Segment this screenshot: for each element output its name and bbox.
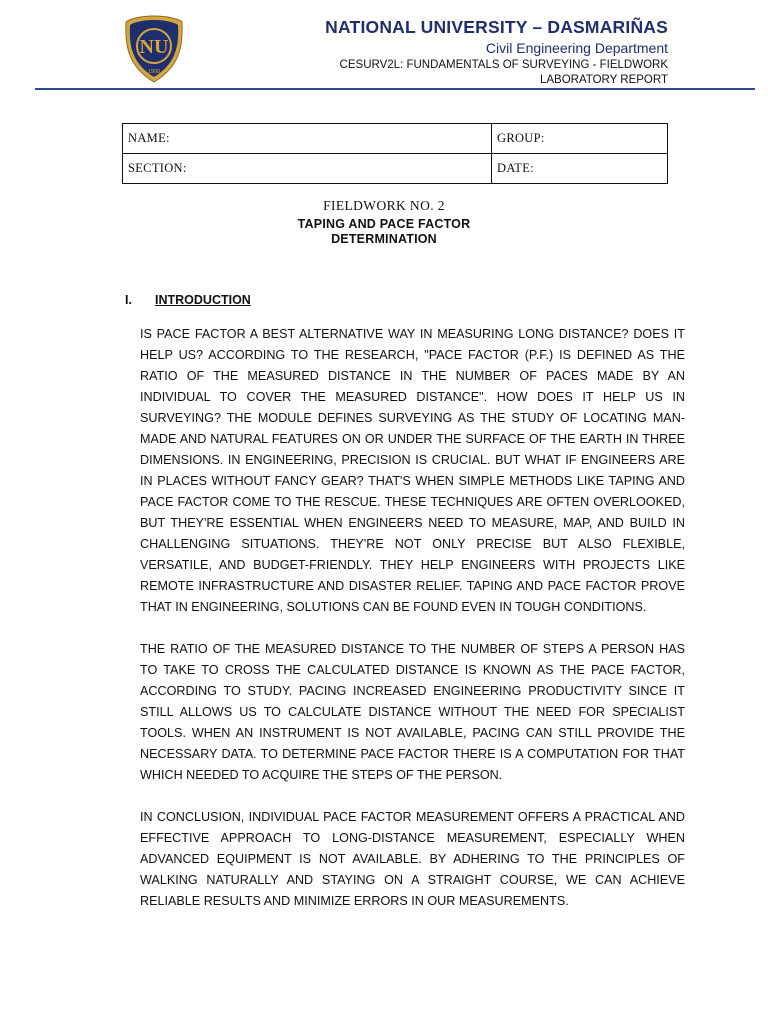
- section-numeral: I.: [125, 293, 132, 307]
- svg-text:NU: NU: [139, 36, 169, 58]
- report-type: LABORATORY REPORT: [539, 74, 668, 86]
- svg-text:1900: 1900: [147, 69, 161, 75]
- introduction-body: [140, 324, 685, 933]
- fieldwork-title-line-2: DETERMINATION: [331, 232, 437, 246]
- date-field: DATE:: [492, 154, 668, 184]
- fieldwork-title-line-1: TAPING AND PACE FACTOR: [297, 217, 471, 231]
- paragraph: IN CONCLUSION, INDIVIDUAL PACE FACTOR MEASUREMENT OFFERS A PRACTICAL AND EFFECTIVE APPROACH TO LONG-DISTANCE MEASUREMENT, ESPECIALLY WHEN ADVANCED EQUIPMENT IS NOT AVAILABLE. BY ADHERING TO THE PRINCIPLES OF WALKING NATURALLY AND STAYING ON A STRAIGHT COURSE, WE CAN ACHIEVE RELIABLE RESULTS AND MINIMIZE ERRORS IN OUR MEASUREMENTS.: [140, 810, 685, 908]
- name-field: NAME:: [123, 124, 492, 154]
- section-title: INTRODUCTION: [155, 293, 251, 307]
- department-name: Civil Engineering Department: [485, 40, 668, 56]
- group-field: GROUP:: [492, 124, 668, 154]
- student-info-table: [122, 123, 668, 184]
- university-logo: [123, 14, 185, 84]
- section-field: SECTION:: [123, 154, 492, 184]
- university-name: NATIONAL UNIVERSITY – DASMARIÑAS: [325, 17, 668, 37]
- table-row: [123, 154, 668, 184]
- table-row: [123, 124, 668, 154]
- letterhead: [325, 16, 668, 88]
- course-title: CESURV2L: FUNDAMENTALS OF SURVEYING - FIELDWORK: [339, 59, 668, 71]
- section-heading: [125, 293, 251, 307]
- paragraph: IS PACE FACTOR A BEST ALTERNATIVE WAY IN MEASURING LONG DISTANCE? DOES IT HELP US? ACCORDING TO THE RESEARCH, "PACE FACTOR (P.F.) IS DEFINED AS THE RATIO OF THE MEASURED DISTANCE IN THE NUMBER OF PACES MADE BY AN INDIVIDUAL TO COVER THE MEASURED DISTANCE". HOW DOES IT HELP US IN SURVEYING? THE MODULE DEFINES SURVEYING AS THE STUDY OF LOCATING MAN-MADE AND NATURAL FEATURES ON OR UNDER THE SURFACE OF THE EARTH IN THREE DIMENSIONS. IN ENGINEERING, PRECISION IS CRUCIAL. BUT WHAT IF ENGINEERS ARE IN PLACES WITHOUT FANCY GEAR? THAT'S WHEN SIMPLE METHODS LIKE TAPING AND PACE FACTOR COME TO THE RESCUE. THESE TECHNIQUES ARE OFTEN OVERLOOKED, BUT THEY'RE ESSENTIAL WHEN ENGINEERS NEED TO MEASURE, MAP, AND BUILD IN CHALLENGING SITUATIONS. THEY'RE NOT ONLY PRECISE BUT ALSO FLEXIBLE, VERSATILE, AND BUDGET-FRIENDLY. THEY HELP ENGINEERS WITH PROJECTS LIKE REMOTE INFRASTRUCTURE AND DISASTER RELIEF. TAPING AND PACE FACTOR PROVE THAT IN ENGINEERING, SOLUTIONS CAN BE FOUND EVEN IN TOUGH CONDITIONS.: [140, 327, 685, 614]
- fieldwork-number: FIELDWORK NO. 2: [323, 198, 445, 213]
- header-divider: [35, 88, 755, 90]
- paragraph: THE RATIO OF THE MEASURED DISTANCE TO THE NUMBER OF STEPS A PERSON HAS TO TAKE TO CROSS THE CALCULATED DISTANCE IS KNOWN AS THE PACE FACTOR, ACCORDING TO STUDY. PACING INCREASED ENGINEERING PRODUCTIVITY SINCE IT STILL ALLOWS US TO CALCULATE DISTANCE WITHOUT THE NEED FOR SPECIALIST TOOLS. WHEN AN INSTRUMENT IS NOT AVAILABLE, PACING CAN STILL PROVIDE THE NECESSARY DATA. TO DETERMINE PACE FACTOR THERE IS A COMPUTATION FOR THAT WHICH NEEDED TO ACQUIRE THE STEPS OF THE PERSON.: [140, 642, 685, 782]
- fieldwork-title: [0, 217, 768, 247]
- shield-logo-icon: [123, 14, 185, 84]
